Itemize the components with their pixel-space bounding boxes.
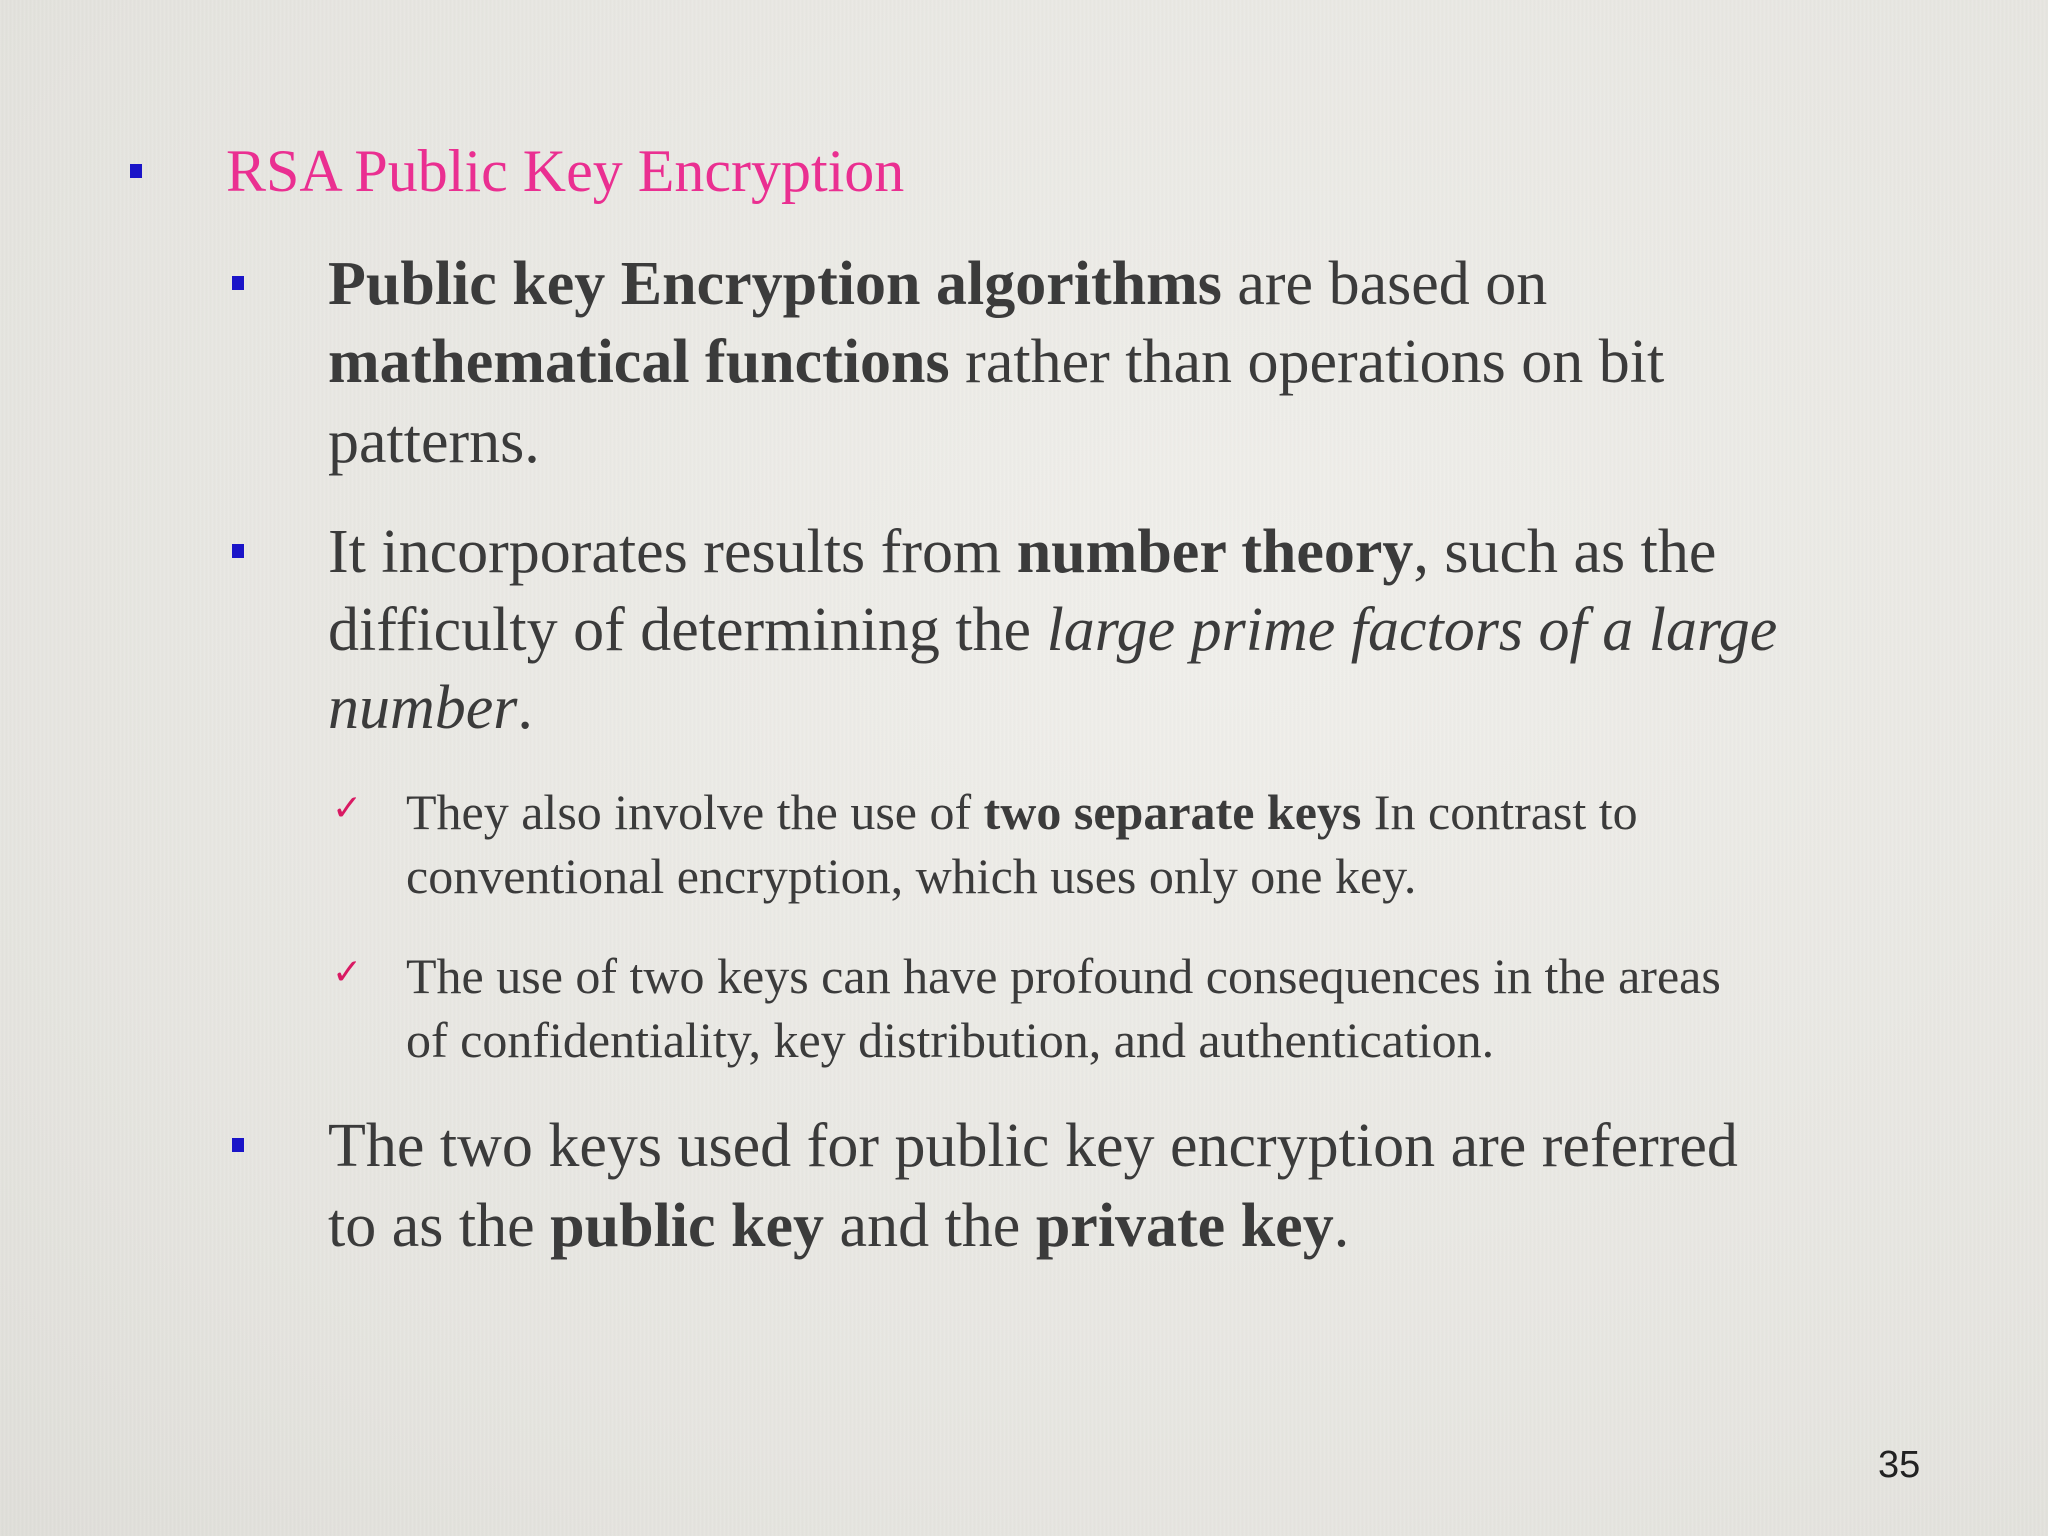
text-segment: The use of two keys can have profound consequences in the areas	[406, 948, 1721, 1004]
italic-text: large prime factors of a large	[1046, 596, 1778, 664]
bold-text: mathematical functions	[328, 328, 950, 396]
text-segment: conventional encryption, which uses only one key.	[406, 848, 1417, 904]
bullet-icon	[232, 544, 244, 558]
text-segment: It incorporates results from	[328, 518, 1017, 586]
bullet-icon	[232, 276, 244, 290]
bullet-1-line-2	[328, 322, 1664, 402]
bold-text: number theory	[1016, 518, 1414, 586]
bold-text: Public key Encryption algorithms	[328, 250, 1222, 318]
text-segment: and the	[824, 1192, 1036, 1260]
bullet-2-line-1	[328, 512, 1716, 592]
bullet-1-line-3	[328, 402, 540, 482]
bold-text: private key	[1035, 1192, 1334, 1260]
text-segment: rather than operations on bit	[949, 328, 1665, 396]
text-segment: In contrast to	[1361, 784, 1638, 840]
sub-bullet-1-line-2	[406, 844, 1416, 908]
text-segment: of confidentiality, key distribution, and authentication.	[406, 1012, 1495, 1068]
text-segment: The two keys used for public key encryption are referred	[328, 1112, 1738, 1180]
text-segment: patterns.	[328, 408, 540, 476]
text-segment: .	[1333, 1192, 1350, 1260]
text-segment: to as the	[328, 1192, 551, 1260]
text-segment: .	[517, 674, 533, 742]
bullet-1-line-1	[328, 244, 1547, 324]
text-segment: , such as the	[1413, 518, 1717, 586]
slide-title: RSA Public Key Encryption	[226, 138, 905, 204]
bullet-icon	[232, 1138, 244, 1152]
sub-bullet-2-line-2	[406, 1008, 1494, 1072]
sub-bullet-2-line-1	[406, 944, 1721, 1008]
text-segment: difficulty of determining the	[328, 596, 1047, 664]
bullet-2-line-2	[328, 590, 1777, 670]
bold-text: two separate keys	[983, 784, 1362, 840]
page-number: 35	[1878, 1444, 1921, 1486]
bullet-3-line-2	[328, 1186, 1349, 1266]
italic-text: number	[328, 674, 518, 742]
bullet-2-line-3	[328, 668, 533, 748]
check-icon: ✓	[332, 952, 363, 993]
text-segment: They also involve the use of	[406, 784, 984, 840]
bullet-3-line-1	[328, 1106, 1738, 1186]
title-bullet-icon	[130, 164, 142, 178]
bold-text: public key	[550, 1192, 825, 1260]
sub-bullet-1-line-1	[406, 780, 1638, 844]
check-icon: ✓	[332, 788, 363, 829]
text-segment: are based on	[1221, 250, 1548, 318]
